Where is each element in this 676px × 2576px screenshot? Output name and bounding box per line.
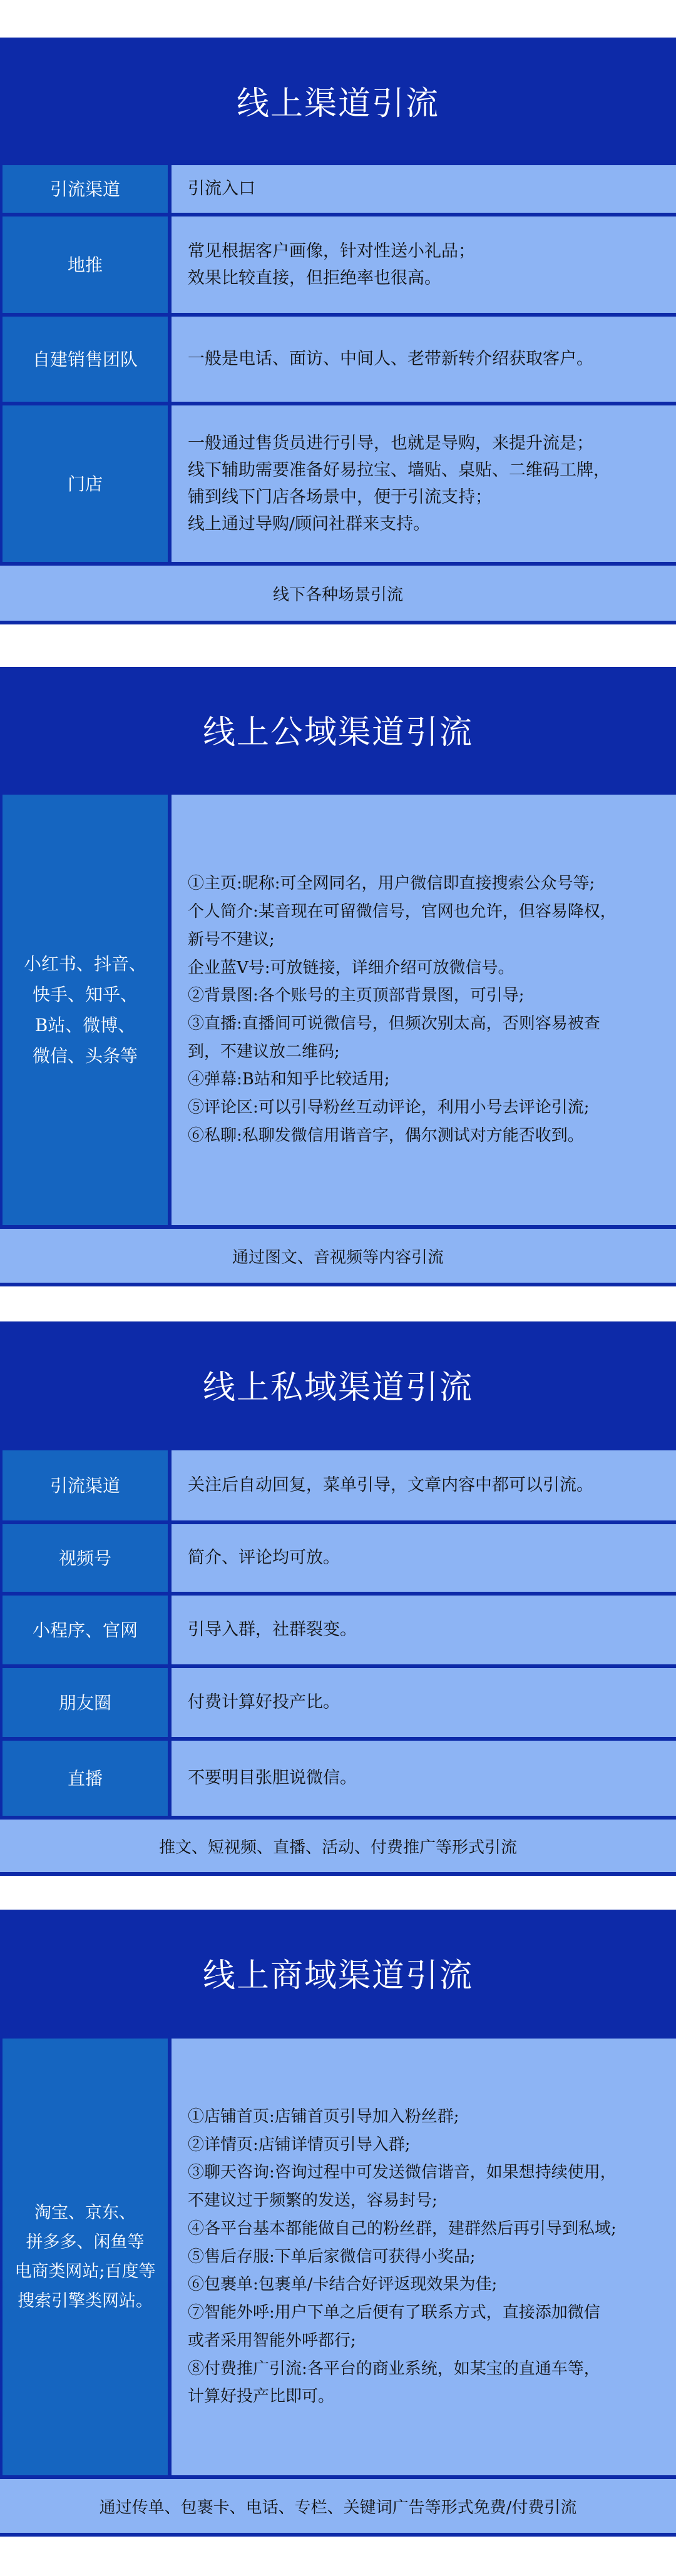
section-4-row <box>0 2035 676 2479</box>
content-line: 简介、评论均可放。 <box>188 1548 340 1568</box>
row-label: 直播 <box>3 1741 168 1816</box>
content-line: 一般是电话、面访、中间人、老带新转介绍获取客户。 <box>188 349 593 369</box>
content-line: 个人简介:某音现在可留微信号，官网也允许，但容易降权， <box>188 902 617 922</box>
label-line: B站、微博、 <box>34 1015 136 1036</box>
row-label: 门店 <box>3 405 168 562</box>
row-label: 视频号 <box>3 1524 168 1592</box>
section-1-bottom-bar <box>0 621 676 624</box>
content-line: ③聊天咨询:咨询过程中可发送微信谐音，如果想持续使用， <box>188 2163 617 2182</box>
row-label <box>3 2039 168 2475</box>
content-line: ①店铺首页:店铺首页引导加入粉丝群; <box>188 2107 459 2127</box>
content-line: ⑥私聊:私聊发微信用谐音字，偶尔测试对方能否收到。 <box>188 1126 584 1145</box>
row-content <box>172 405 676 562</box>
row-content <box>172 1450 676 1520</box>
row-label <box>3 795 168 1225</box>
content-line: 或者采用智能外呼都行; <box>188 2331 356 2350</box>
section-3-banner <box>0 1321 676 1447</box>
row-content <box>172 317 676 402</box>
content-line: 不要明目张胆说微信。 <box>188 1768 357 1788</box>
row-label: 地推 <box>3 216 168 313</box>
content-line: ⑤评论区:可以引导粉丝互动评论，利用小号去评论引流; <box>188 1098 590 1117</box>
row-content <box>172 1668 676 1737</box>
section-1-footer: 线下各种场景引流 <box>0 566 676 621</box>
header-label: 引流渠道 <box>3 165 168 213</box>
content-line: 计算好投产比即可。 <box>188 2387 335 2406</box>
section-2-row <box>0 791 676 1229</box>
section-1-title: 线上渠道引流 <box>236 84 439 123</box>
content-line: 线下辅助需要准备好易拉宝、墙贴、桌贴、二维码工牌， <box>188 460 610 480</box>
section-2-bottom-bar <box>0 1283 676 1286</box>
label-line: 电商类网站;百度等 <box>14 2262 156 2281</box>
content-line: 铺到线下门店各场景中，便于引流支持； <box>188 487 492 507</box>
row-content <box>172 1524 676 1592</box>
label-line: 搜索引擎类网站。 <box>18 2291 153 2311</box>
row-content <box>172 2039 676 2475</box>
content-line: 关注后自动回复，菜单引导，文章内容中都可以引流。 <box>188 1475 593 1495</box>
label-line: 拼多多、闲鱼等 <box>26 2232 145 2252</box>
section-3-row <box>0 1592 676 1664</box>
row-label: 朋友圈 <box>3 1668 168 1737</box>
content-line: ②背景图:各个账号的主页顶部背景图，可引导; <box>188 986 525 1005</box>
row-content <box>172 795 676 1225</box>
content-line: 常见根据客户画像，针对性送小礼品； <box>188 241 475 261</box>
content-line: ④弹幕:B站和知乎比较适用; <box>188 1070 390 1089</box>
content-line: 不建议过于频繁的发送，容易封号; <box>188 2191 438 2211</box>
row-label: 自建销售团队 <box>3 317 168 402</box>
content-line: ⑧付费推广引流:各平台的商业系统，如某宝的直通车等， <box>188 2359 600 2378</box>
section-4-banner <box>0 1910 676 2035</box>
section-3-footer: 推文、短视频、直播、活动、付费推广等形式引流 <box>0 1820 676 1872</box>
section-3-row <box>0 1737 676 1820</box>
header-content <box>172 165 676 213</box>
row-label: 小程序、官网 <box>3 1596 168 1664</box>
content-line: ⑤售后存服:下单后家微信可获得小奖品; <box>188 2247 476 2266</box>
content-line: 付费计算好投产比。 <box>188 1693 340 1713</box>
content-line: 一般通过售货员进行引导，也就是导购，来提升流是； <box>188 433 593 453</box>
section-1-header-row <box>0 163 676 213</box>
section-1-row <box>0 313 676 402</box>
content-line: ⑦智能外呼:用户下单之后便有了联系方式，直接添加微信 <box>188 2303 600 2323</box>
section-1-row <box>0 213 676 313</box>
section-4-title: 线上商域渠道引流 <box>202 1957 473 1995</box>
section-3-bottom-bar <box>0 1872 676 1876</box>
label-line: 淘宝、京东、 <box>34 2202 136 2222</box>
content-line: 效果比较直接，但拒绝率也很高。 <box>188 268 441 288</box>
content-line: 新号不建议; <box>188 930 275 949</box>
content-line: ①主页:昵称:可全网同名，用户微信即直接搜索公众号等; <box>188 874 595 893</box>
section-1-banner <box>0 38 676 163</box>
label-line: 微信、头条等 <box>32 1046 138 1066</box>
section-3-row <box>0 1447 676 1520</box>
content-line: ④各平台基本都能做自己的粉丝群，建群然后再引导到私域; <box>188 2219 617 2238</box>
section-2-banner <box>0 667 676 791</box>
content-line: 线上通过导购/顾问社群来支持。 <box>188 514 431 534</box>
section-1-row <box>0 402 676 566</box>
content-line: ②详情页:店铺详情页引导入群; <box>188 2135 411 2154</box>
row-content <box>172 216 676 313</box>
content-line: 企业蓝V号:可放链接，详细介绍可放微信号。 <box>188 958 515 977</box>
section-2-footer: 通过图文、音视频等内容引流 <box>0 1229 676 1283</box>
label-line: 快手、知乎、 <box>32 984 138 1005</box>
section-3-row <box>0 1520 676 1592</box>
row-label: 引流渠道 <box>3 1450 168 1520</box>
section-2-title: 线上公域渠道引流 <box>202 713 473 751</box>
row-content <box>172 1741 676 1816</box>
content-line: ⑥包裹单:包裹单/卡结合好评返现效果为佳; <box>188 2275 498 2294</box>
section-4-bottom-bar <box>0 2533 676 2537</box>
content-line: 到，不建议放二维码; <box>188 1042 340 1061</box>
header-content-text: 引流入口 <box>188 179 255 199</box>
content-line: 引导入群，社群裂变。 <box>188 1620 357 1640</box>
section-4-footer: 通过传单、包裹卡、电话、专栏、关键词广告等形式免费/付费引流 <box>0 2479 676 2533</box>
section-3-title: 线上私域渠道引流 <box>202 1368 473 1407</box>
label-line: 小红书、抖音、 <box>23 954 146 974</box>
section-3-row <box>0 1664 676 1737</box>
row-content <box>172 1596 676 1664</box>
content-line: ③直播:直播间可说微信号，但频次别太高，否则容易被查 <box>188 1014 600 1033</box>
